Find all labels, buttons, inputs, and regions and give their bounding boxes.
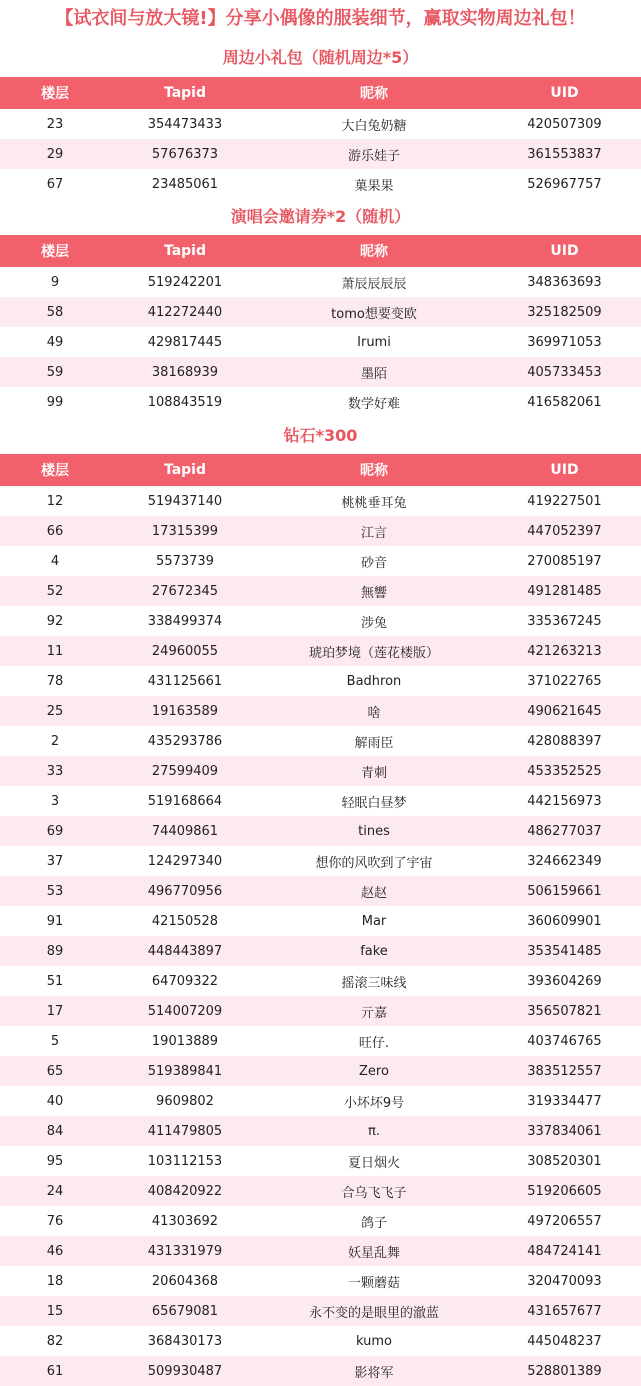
- page-title: 【试衣间与放大镜!】分享小偶像的服装细节，赢取实物周边礼包！: [55, 8, 586, 29]
- nickname-cell: 江言: [260, 516, 488, 546]
- tapid-cell: 24960055: [110, 636, 260, 666]
- tapid-cell: 9609802: [110, 1086, 260, 1116]
- floor-cell: 66: [0, 516, 110, 546]
- table-row: [0, 756, 641, 786]
- table-row: [0, 387, 641, 417]
- uid-cell: 335367245: [488, 606, 641, 636]
- uid-cell: 528801389: [488, 1356, 641, 1386]
- table-row: [0, 966, 641, 996]
- floor-cell: 3: [0, 786, 110, 816]
- uid-cell: 360609901: [488, 906, 641, 936]
- tapid-cell: 74409861: [110, 816, 260, 846]
- nickname-cell: 砂音: [260, 546, 488, 576]
- table-row: [0, 486, 641, 516]
- uid-cell: 526967757: [488, 169, 641, 199]
- table-row: [0, 139, 641, 169]
- tapid-cell: 103112153: [110, 1146, 260, 1176]
- nickname-cell: tomo想要变欧: [260, 297, 488, 327]
- nickname-cell: 数学好难: [260, 387, 488, 417]
- nickname-cell: 想你的风吹到了宇宙: [260, 846, 488, 876]
- uid-cell: 361553837: [488, 139, 641, 169]
- table-row: [0, 1296, 641, 1326]
- nickname-header: 昵称: [260, 235, 488, 267]
- uid-cell: 506159661: [488, 876, 641, 906]
- uid-cell: 405733453: [488, 357, 641, 387]
- tapid-cell: 411479805: [110, 1116, 260, 1146]
- uid-cell: 325182509: [488, 297, 641, 327]
- nickname-cell: fake: [260, 936, 488, 966]
- floor-cell: 17: [0, 996, 110, 1026]
- nickname-cell: 青刺: [260, 756, 488, 786]
- uid-cell: 428088397: [488, 726, 641, 756]
- table-row: [0, 576, 641, 606]
- table-row: [0, 696, 641, 726]
- winners-table: [0, 454, 641, 1386]
- floor-cell: 82: [0, 1326, 110, 1356]
- nickname-cell: 摇滚三味线: [260, 966, 488, 996]
- tapid-cell: 17315399: [110, 516, 260, 546]
- floor-cell: 23: [0, 109, 110, 139]
- floor-cell: 15: [0, 1296, 110, 1326]
- uid-cell: 484724141: [488, 1236, 641, 1266]
- tapid-cell: 108843519: [110, 387, 260, 417]
- tapid-cell: 519168664: [110, 786, 260, 816]
- floor-header: 楼层: [0, 454, 110, 486]
- floor-header: 楼层: [0, 77, 110, 109]
- table-row: [0, 1146, 641, 1176]
- floor-cell: 5: [0, 1026, 110, 1056]
- tapid-cell: 496770956: [110, 876, 260, 906]
- floor-cell: 37: [0, 846, 110, 876]
- nickname-cell: 萧辰辰辰辰: [260, 267, 488, 297]
- floor-cell: 76: [0, 1206, 110, 1236]
- table-row: [0, 1086, 641, 1116]
- uid-cell: 442156973: [488, 786, 641, 816]
- uid-cell: 353541485: [488, 936, 641, 966]
- tapid-cell: 64709322: [110, 966, 260, 996]
- table-row: [0, 996, 641, 1026]
- nickname-cell: 赵赵: [260, 876, 488, 906]
- table-row: [0, 936, 641, 966]
- uid-cell: 337834061: [488, 1116, 641, 1146]
- nickname-cell: 妖星乱舞: [260, 1236, 488, 1266]
- floor-cell: 61: [0, 1356, 110, 1386]
- uid-cell: 486277037: [488, 816, 641, 846]
- table-row: [0, 1206, 641, 1236]
- tapid-cell: 514007209: [110, 996, 260, 1026]
- uid-header: UID: [488, 454, 641, 486]
- uid-cell: 324662349: [488, 846, 641, 876]
- uid-cell: 497206557: [488, 1206, 641, 1236]
- tapid-cell: 57676373: [110, 139, 260, 169]
- tapid-cell: 431331979: [110, 1236, 260, 1266]
- uid-cell: 270085197: [488, 546, 641, 576]
- table-header-row: [0, 454, 641, 486]
- floor-cell: 95: [0, 1146, 110, 1176]
- nickname-cell: 小坏坏9号: [260, 1086, 488, 1116]
- nickname-cell: 鸽子: [260, 1206, 488, 1236]
- winners-table: [0, 235, 641, 417]
- floor-cell: 9: [0, 267, 110, 297]
- floor-cell: 69: [0, 816, 110, 846]
- prize-sections: [0, 38, 641, 1386]
- floor-cell: 11: [0, 636, 110, 666]
- section-title: 演唱会邀请券*2（随机）: [230, 207, 411, 226]
- section-title: 周边小礼包（随机周边*5）: [222, 48, 419, 67]
- table-row: [0, 1236, 641, 1266]
- nickname-cell: 涉兔: [260, 606, 488, 636]
- nickname-cell: tines: [260, 816, 488, 846]
- tapid-cell: 519242201: [110, 267, 260, 297]
- table-row: [0, 606, 641, 636]
- tapid-cell: 519437140: [110, 486, 260, 516]
- floor-cell: 25: [0, 696, 110, 726]
- tapid-cell: 5573739: [110, 546, 260, 576]
- table-row: [0, 666, 641, 696]
- table-row: [0, 546, 641, 576]
- floor-cell: 46: [0, 1236, 110, 1266]
- table-row: [0, 786, 641, 816]
- tapid-cell: 19163589: [110, 696, 260, 726]
- floor-cell: 89: [0, 936, 110, 966]
- floor-cell: 59: [0, 357, 110, 387]
- floor-cell: 18: [0, 1266, 110, 1296]
- table-header-row: [0, 77, 641, 109]
- floor-cell: 4: [0, 546, 110, 576]
- uid-cell: 420507309: [488, 109, 641, 139]
- uid-cell: 383512557: [488, 1056, 641, 1086]
- tapid-header: Tapid: [110, 77, 260, 109]
- table-row: [0, 636, 641, 666]
- floor-cell: 53: [0, 876, 110, 906]
- table-row: [0, 1176, 641, 1206]
- uid-cell: 453352525: [488, 756, 641, 786]
- floor-cell: 67: [0, 169, 110, 199]
- nickname-cell: 墨陌: [260, 357, 488, 387]
- nickname-cell: 夏日烟火: [260, 1146, 488, 1176]
- nickname-header: 昵称: [260, 454, 488, 486]
- floor-header: 楼层: [0, 235, 110, 267]
- floor-cell: 78: [0, 666, 110, 696]
- tapid-cell: 412272440: [110, 297, 260, 327]
- uid-cell: 348363693: [488, 267, 641, 297]
- nickname-cell: Zero: [260, 1056, 488, 1086]
- uid-cell: 369971053: [488, 327, 641, 357]
- nickname-cell: 合乌飞飞子: [260, 1176, 488, 1206]
- tapid-cell: 408420922: [110, 1176, 260, 1206]
- floor-cell: 2: [0, 726, 110, 756]
- uid-cell: 319334477: [488, 1086, 641, 1116]
- table-row: [0, 109, 641, 139]
- nickname-cell: 解雨臣: [260, 726, 488, 756]
- tapid-cell: 27672345: [110, 576, 260, 606]
- uid-cell: 320470093: [488, 1266, 641, 1296]
- tapid-cell: 368430173: [110, 1326, 260, 1356]
- tapid-cell: 38168939: [110, 357, 260, 387]
- uid-cell: 419227501: [488, 486, 641, 516]
- floor-cell: 65: [0, 1056, 110, 1086]
- table-row: [0, 169, 641, 199]
- tapid-cell: 429817445: [110, 327, 260, 357]
- table-row: [0, 1356, 641, 1386]
- nickname-cell: π.: [260, 1116, 488, 1146]
- uid-cell: 490621645: [488, 696, 641, 726]
- nickname-cell: 亓嘉: [260, 996, 488, 1026]
- uid-header: UID: [488, 235, 641, 267]
- nickname-cell: 菓果果: [260, 169, 488, 199]
- uid-cell: 519206605: [488, 1176, 641, 1206]
- nickname-cell: 桃桃垂耳兔: [260, 486, 488, 516]
- floor-cell: 58: [0, 297, 110, 327]
- nickname-cell: 旺仔.: [260, 1026, 488, 1056]
- tapid-cell: 435293786: [110, 726, 260, 756]
- nickname-cell: 無響: [260, 576, 488, 606]
- nickname-cell: 游乐娃子: [260, 139, 488, 169]
- floor-cell: 92: [0, 606, 110, 636]
- uid-cell: 356507821: [488, 996, 641, 1026]
- uid-cell: 416582061: [488, 387, 641, 417]
- floor-cell: 99: [0, 387, 110, 417]
- floor-cell: 29: [0, 139, 110, 169]
- tapid-cell: 519389841: [110, 1056, 260, 1086]
- nickname-cell: 影将军: [260, 1356, 488, 1386]
- uid-cell: 447052397: [488, 516, 641, 546]
- uid-cell: 491281485: [488, 576, 641, 606]
- tapid-cell: 448443897: [110, 936, 260, 966]
- nickname-cell: Irumi: [260, 327, 488, 357]
- floor-cell: 51: [0, 966, 110, 996]
- table-row: [0, 516, 641, 546]
- uid-header: UID: [488, 77, 641, 109]
- uid-cell: 445048237: [488, 1326, 641, 1356]
- tapid-cell: 509930487: [110, 1356, 260, 1386]
- nickname-cell: 永不变的是眼里的澈蓝: [260, 1296, 488, 1326]
- table-row: [0, 357, 641, 387]
- tapid-header: Tapid: [110, 454, 260, 486]
- nickname-cell: 一颗蘑菇: [260, 1266, 488, 1296]
- table-row: [0, 906, 641, 936]
- tapid-header: Tapid: [110, 235, 260, 267]
- uid-cell: 421263213: [488, 636, 641, 666]
- tapid-cell: 431125661: [110, 666, 260, 696]
- table-row: [0, 846, 641, 876]
- tapid-cell: 41303692: [110, 1206, 260, 1236]
- tapid-cell: 42150528: [110, 906, 260, 936]
- table-row: [0, 1326, 641, 1356]
- table-header-row: [0, 235, 641, 267]
- floor-cell: 52: [0, 576, 110, 606]
- nickname-header: 昵称: [260, 77, 488, 109]
- winners-table: [0, 77, 641, 199]
- table-row: [0, 267, 641, 297]
- table-row: [0, 1056, 641, 1086]
- floor-cell: 40: [0, 1086, 110, 1116]
- table-row: [0, 726, 641, 756]
- nickname-cell: 啥: [260, 696, 488, 726]
- table-row: [0, 816, 641, 846]
- floor-cell: 24: [0, 1176, 110, 1206]
- floor-cell: 12: [0, 486, 110, 516]
- tapid-cell: 27599409: [110, 756, 260, 786]
- tapid-cell: 354473433: [110, 109, 260, 139]
- table-row: [0, 1026, 641, 1056]
- tapid-cell: 124297340: [110, 846, 260, 876]
- floor-cell: 91: [0, 906, 110, 936]
- floor-cell: 33: [0, 756, 110, 786]
- uid-cell: 371022765: [488, 666, 641, 696]
- table-row: [0, 1266, 641, 1296]
- table-row: [0, 1116, 641, 1146]
- nickname-cell: Badhron: [260, 666, 488, 696]
- nickname-cell: 大白兔奶糖: [260, 109, 488, 139]
- tapid-cell: 338499374: [110, 606, 260, 636]
- floor-cell: 49: [0, 327, 110, 357]
- table-row: [0, 876, 641, 906]
- tapid-cell: 20604368: [110, 1266, 260, 1296]
- tapid-cell: 19013889: [110, 1026, 260, 1056]
- uid-cell: 393604269: [488, 966, 641, 996]
- uid-cell: 308520301: [488, 1146, 641, 1176]
- floor-cell: 84: [0, 1116, 110, 1146]
- uid-cell: 431657677: [488, 1296, 641, 1326]
- nickname-cell: 轻眠白昼梦: [260, 786, 488, 816]
- uid-cell: 403746765: [488, 1026, 641, 1056]
- table-row: [0, 327, 641, 357]
- nickname-cell: kumo: [260, 1326, 488, 1356]
- nickname-cell: Mar: [260, 906, 488, 936]
- table-row: [0, 297, 641, 327]
- section-title: 钻石*300: [283, 426, 358, 445]
- nickname-cell: 琥珀梦境（莲花楼版）: [260, 636, 488, 666]
- tapid-cell: 23485061: [110, 169, 260, 199]
- tapid-cell: 65679081: [110, 1296, 260, 1326]
